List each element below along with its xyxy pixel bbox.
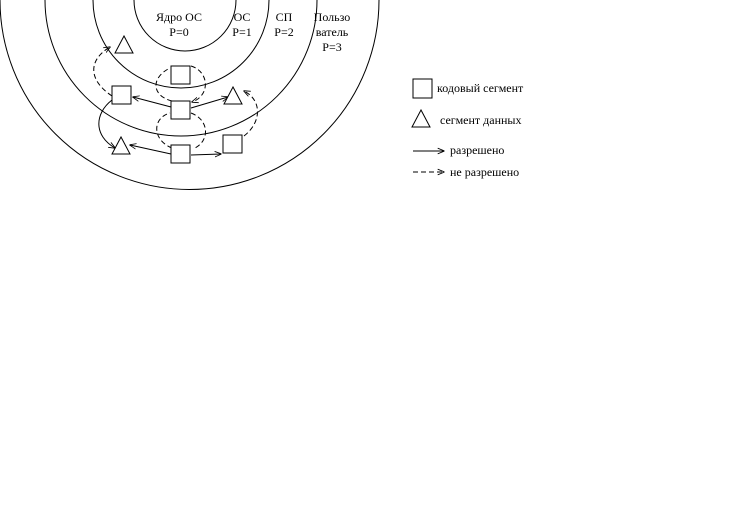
legend-code-segment-label: кодовый сегмент	[437, 81, 524, 95]
solid-link-user-code-to-user-data	[99, 100, 115, 148]
legend-allowed-label: разрешено	[450, 143, 505, 157]
code-segments	[112, 66, 242, 163]
code-segment-os-middle	[171, 101, 190, 119]
ring-2-level: P=2	[274, 25, 294, 39]
code-segment-os-top	[171, 66, 190, 84]
legend	[412, 79, 524, 179]
ring-0-title: Ядро ОС	[156, 10, 202, 24]
data-segment-kernel	[115, 36, 133, 53]
dashed-link-user-code-to-kernel-data	[94, 47, 112, 96]
solid-link-os-code-to-sp-data	[191, 97, 228, 108]
ring-1-level: P=1	[232, 25, 252, 39]
data-segment-sp	[224, 87, 242, 104]
dashed-loop-top-left	[156, 68, 172, 101]
ring-0-level: P=0	[169, 25, 189, 39]
solid-link-os-code-to-user-code	[133, 97, 171, 107]
code-segment-sp-lower	[171, 145, 190, 163]
data-segment-user	[112, 137, 130, 154]
dashed-loop-top-right	[191, 66, 205, 102]
ring-3-title-line2: ватель	[315, 25, 349, 39]
legend-not-allowed-label: не разрешено	[450, 165, 520, 179]
ring-2-title: СП	[275, 10, 293, 24]
dashed-loop-lower-right	[191, 113, 206, 149]
code-segment-sp-right	[223, 135, 242, 153]
legend-data-segment-label: сегмент данных	[440, 113, 522, 127]
legend-triangle-icon	[412, 110, 430, 127]
code-segment-user	[112, 86, 131, 104]
ring-3-level: P=3	[322, 40, 342, 54]
ring-1-title: ОС	[233, 10, 251, 24]
dashed-loop-lower-left	[157, 113, 172, 148]
ring-3-title-line1: Пользо	[313, 10, 351, 24]
legend-square-icon	[413, 79, 432, 98]
solid-link-sp-code-to-user-data	[130, 145, 171, 154]
solid-link-sp-code-to-sp-code	[191, 154, 221, 155]
